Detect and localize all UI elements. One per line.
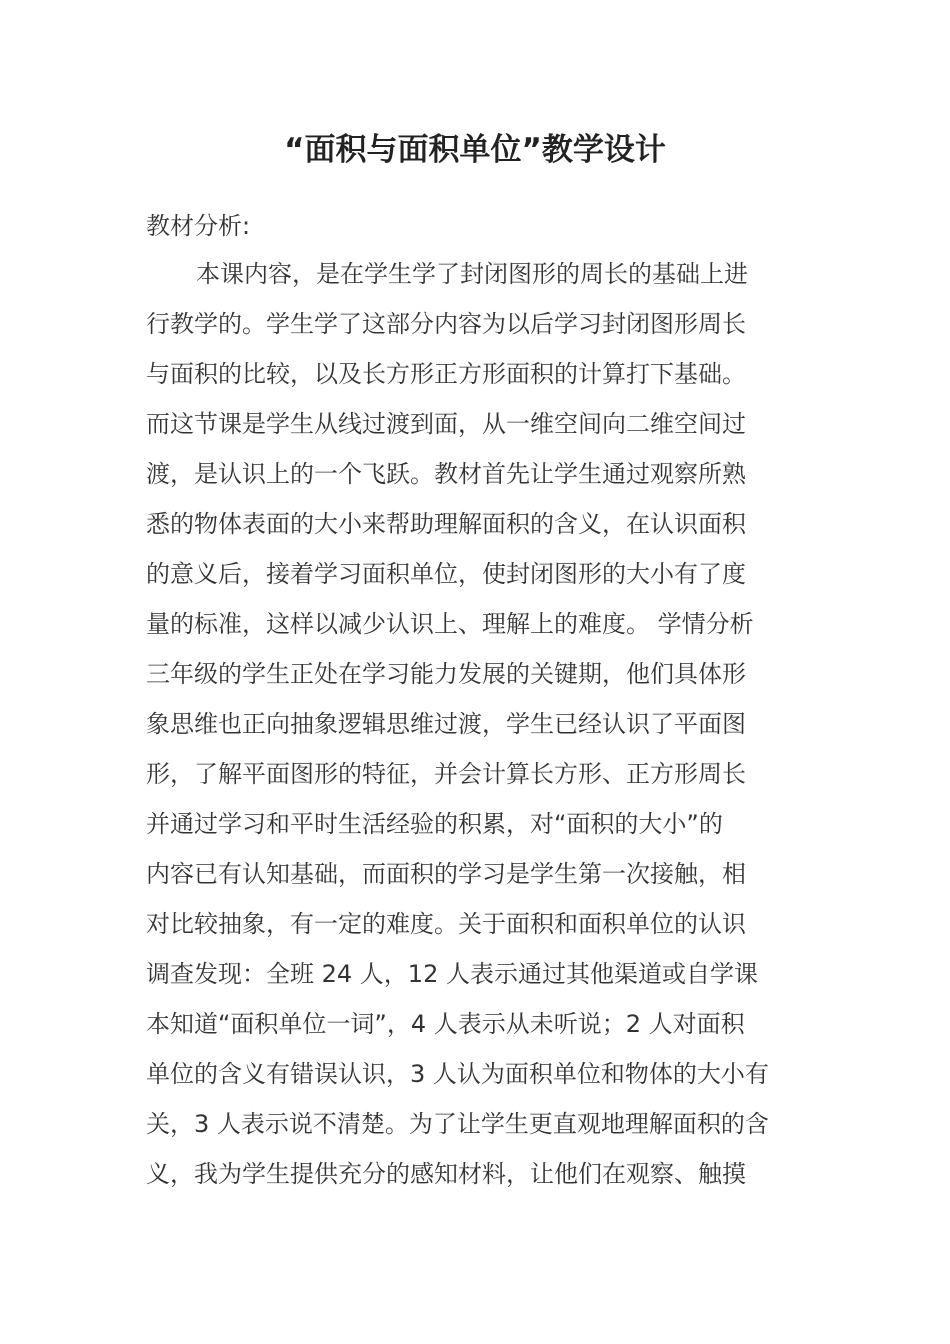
text-line: 义，我为学生提供充分的感知材料，让他们在观察、触摸 [146,1160,746,1188]
document-title: “面积与面积单位”教学设计 [284,132,666,168]
text-line: 本知道“面积单位一词”，4 人表示从未听说；2 人对面积 [146,1010,745,1038]
text-line: 悉的物体表面的大小来帮助理解面积的含义，在认识面积 [146,510,746,538]
text-line: 关，3 人表示说不清楚。为了让学生更直观地理解面积的含 [146,1110,769,1138]
text-line: 对比较抽象，有一定的难度。关于面积和面积单位的认识 [146,910,746,938]
text-line: 象思维也正向抽象逻辑思维过渡，学生已经认识了平面图 [146,710,746,738]
text-line: 与面积的比较，以及长方形正方形面积的计算打下基础。 [146,360,746,388]
body-text [146,253,811,1203]
text-line: 内容已有认知基础，而面积的学习是学生第一次接触，相 [146,860,746,888]
text-line: 本课内容，是在学生学了封闭图形的周长的基础上进 [196,260,748,288]
text-line: 渡，是认识上的一个飞跃。教材首先让学生通过观察所熟 [146,460,746,488]
text-line: 并通过学习和平时生活经验的积累，对“面积的大小”的 [146,810,723,838]
text-line: 量的标准，这样以减少认识上、理解上的难度。 学情分析 [146,610,754,638]
text-line: 调查发现：全班 24 人，12 人表示通过其他渠道或自学课 [146,960,758,988]
text-line: 形，了解平面图形的特征，并会计算长方形、正方形周长 [146,760,746,788]
text-line: 三年级的学生正处在学习能力发展的关键期，他们具体形 [146,660,746,688]
text-line: 而这节课是学生从线过渡到面，从一维空间向二维空间过 [146,410,746,438]
section-label: 教材分析: [146,212,251,240]
text-line: 行教学的。学生学了这部分内容为以后学习封闭图形周长 [146,310,746,338]
text-line: 的意义后，接着学习面积单位，使封闭图形的大小有了度 [146,560,746,588]
text-line: 单位的含义有错误认识，3 人认为面积单位和物体的大小有 [146,1060,769,1088]
